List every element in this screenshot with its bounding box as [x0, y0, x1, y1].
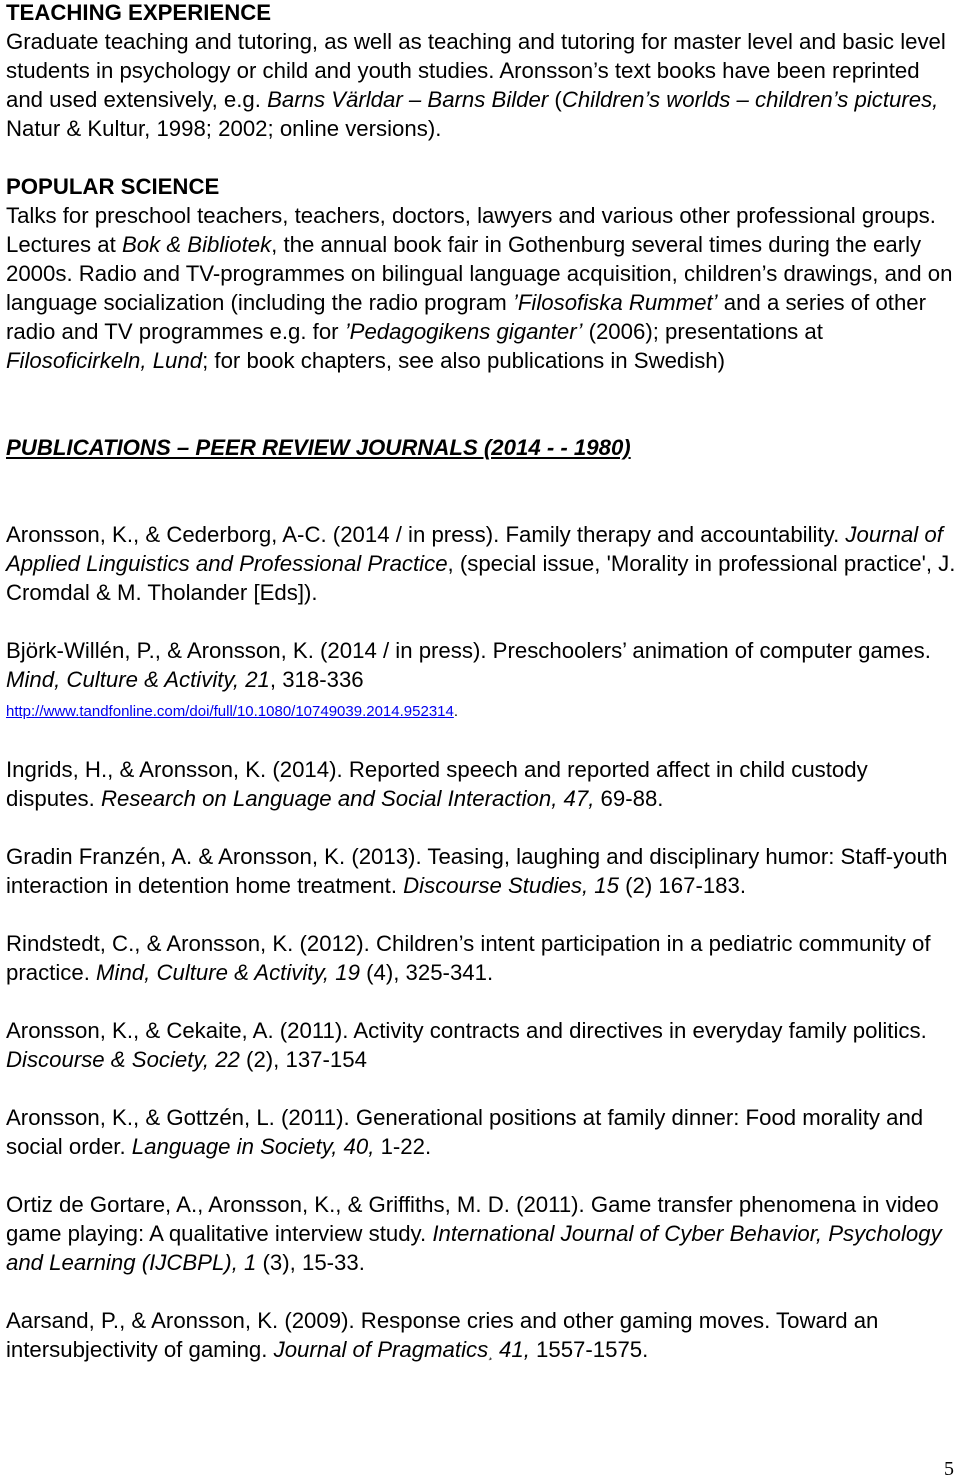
teaching-paragraph [6, 27, 956, 143]
reference-details: , 318-336 [269, 667, 364, 692]
reference-details: (4), 325-341. [359, 960, 494, 985]
link-period: . [453, 703, 459, 720]
page-number: 5 [944, 1458, 954, 1480]
popular-text: , the annual book fair in Gothenburg several times during the early 2000s. Radio and TV-programmes on bilingual language acquisition, children’s drawings, and on language socialization (including the radio program [6, 232, 953, 315]
venue-name: Filosoficirkeln, Lund [6, 348, 203, 373]
program-name: ’Filosofiska Rummet’ [512, 290, 718, 315]
publications-heading: PUBLICATIONS – PEER REVIEW JOURNALS (2014 - - 1980) [6, 435, 631, 460]
teaching-text: ( [548, 87, 562, 112]
event-name: Bok & Bibliotek [121, 232, 272, 257]
reference-item [6, 1016, 956, 1074]
reference-details: 1557-1575. [529, 1337, 649, 1362]
reference-list [6, 520, 956, 1367]
teaching-text: Natur & Kultur, 1998; 2002; online versions). [6, 116, 442, 141]
reference-authors-title: Aarsand, P., & Aronsson, K. (2009). Response cries and other gaming moves. Toward an intersubjectivity of gaming. [6, 1308, 879, 1362]
reference-details: (2), 137-154 [239, 1047, 367, 1072]
popular-text: Talks for preschool teachers, teachers, doctors, lawyers and various other professional groups. Lectures at [6, 203, 936, 257]
book-title: Barns Världar – Barns Bilder [267, 87, 549, 112]
popular-text: ; for book chapters, see also publications in Swedish) [202, 348, 726, 373]
reference-details: , (special issue, 'Morality in professional practice', J. Cromdal & M. Tholander [Eds]). [6, 551, 956, 605]
journal-name: Discourse Studies, 15 [403, 873, 619, 898]
publications-section [6, 433, 956, 1367]
reference-details: (2) 167-183. [618, 873, 747, 898]
teaching-text: Graduate teaching and tutoring, as well as teaching and tutoring for master level and basic level students in psychology or child and youth studies. Aronsson’s text books have been reprinted and used extensively, e.g. [6, 29, 946, 112]
reference-item [6, 1103, 956, 1161]
journal-volume: 41, [492, 1337, 530, 1362]
journal-name: Discourse & Society, 22 [6, 1047, 240, 1072]
journal-name: International Journal of Cyber Behavior, Psychology and Learning (IJCBPL), 1 [6, 1221, 942, 1275]
reference-authors-title: Björk-Willén, P., & Aronsson, K. (2014 / in press). Preschoolers’ animation of computer games. [6, 638, 931, 663]
reference-details: 69-88. [594, 786, 664, 811]
journal-name: Journal of Applied Linguistics and Professional Practice [6, 522, 943, 576]
reference-item [6, 1190, 956, 1277]
reference-item [6, 755, 956, 813]
popular-text: (2006); presentations at [582, 319, 823, 344]
reference-authors-title: Gradin Franzén, A. & Aronsson, K. (2013). Teasing, laughing and disciplinary humor: Staff-youth interaction in detention home treatment. [6, 844, 948, 898]
program-name: ’Pedagogikens giganter’ [344, 319, 583, 344]
journal-name: Research on Language and Social Interaction, 47, [100, 786, 595, 811]
reference-details: 1-22. [374, 1134, 432, 1159]
reference-item [6, 929, 956, 987]
reference-authors-title: Aronsson, K., & Gottzén, L. (2011). Generational positions at family dinner: Food morality and social order. [6, 1105, 924, 1159]
reference-item [6, 1306, 956, 1367]
reference-authors-title: Ingrids, H., & Aronsson, K. (2014). Reported speech and reported affect in child custody disputes. [6, 757, 868, 811]
popular-science-paragraph [6, 201, 956, 375]
teaching-heading: TEACHING EXPERIENCE [6, 0, 272, 25]
reference-item [6, 842, 956, 900]
journal-name: Journal of Pragmatics [273, 1337, 489, 1362]
reference-authors-title: Rindstedt, C., & Aronsson, K. (2012). Children’s intent participation in a pediatric community of practice. [6, 931, 931, 985]
journal-comma: ¸ [488, 1344, 493, 1360]
journal-name: Mind, Culture & Activity, 19 [96, 960, 360, 985]
teaching-section [6, 0, 956, 143]
popular-science-section [6, 172, 956, 375]
popular-science-heading: POPULAR SCIENCE [6, 174, 220, 199]
popular-text: and a series of other radio and TV programmes e.g. for [6, 290, 927, 344]
reference-item [6, 636, 956, 726]
journal-name: Mind, Culture & Activity, 21 [6, 667, 270, 692]
reference-authors-title: Aronsson, K., & Cederborg, A-C. (2014 / in press). Family therapy and accountability. [6, 522, 846, 547]
reference-details: (3), 15-33. [256, 1250, 365, 1275]
reference-item [6, 520, 956, 607]
doi-link[interactable]: http://www.tandfonline.com/doi/full/10.1080/10749039.2014.952314 [6, 703, 454, 720]
journal-name: Language in Society, 40, [131, 1134, 375, 1159]
book-title-translation: Children’s worlds – children’s pictures, [561, 87, 939, 112]
reference-authors-title: Aronsson, K., & Cekaite, A. (2011). Activity contracts and directives in everyday family politics. [6, 1018, 927, 1043]
document-page [6, 0, 956, 1367]
reference-authors-title: Ortiz de Gortare, A., Aronsson, K., & Griffiths, M. D. (2011). Game transfer phenomena in video game playing: A qualitative interview study. [6, 1192, 939, 1246]
